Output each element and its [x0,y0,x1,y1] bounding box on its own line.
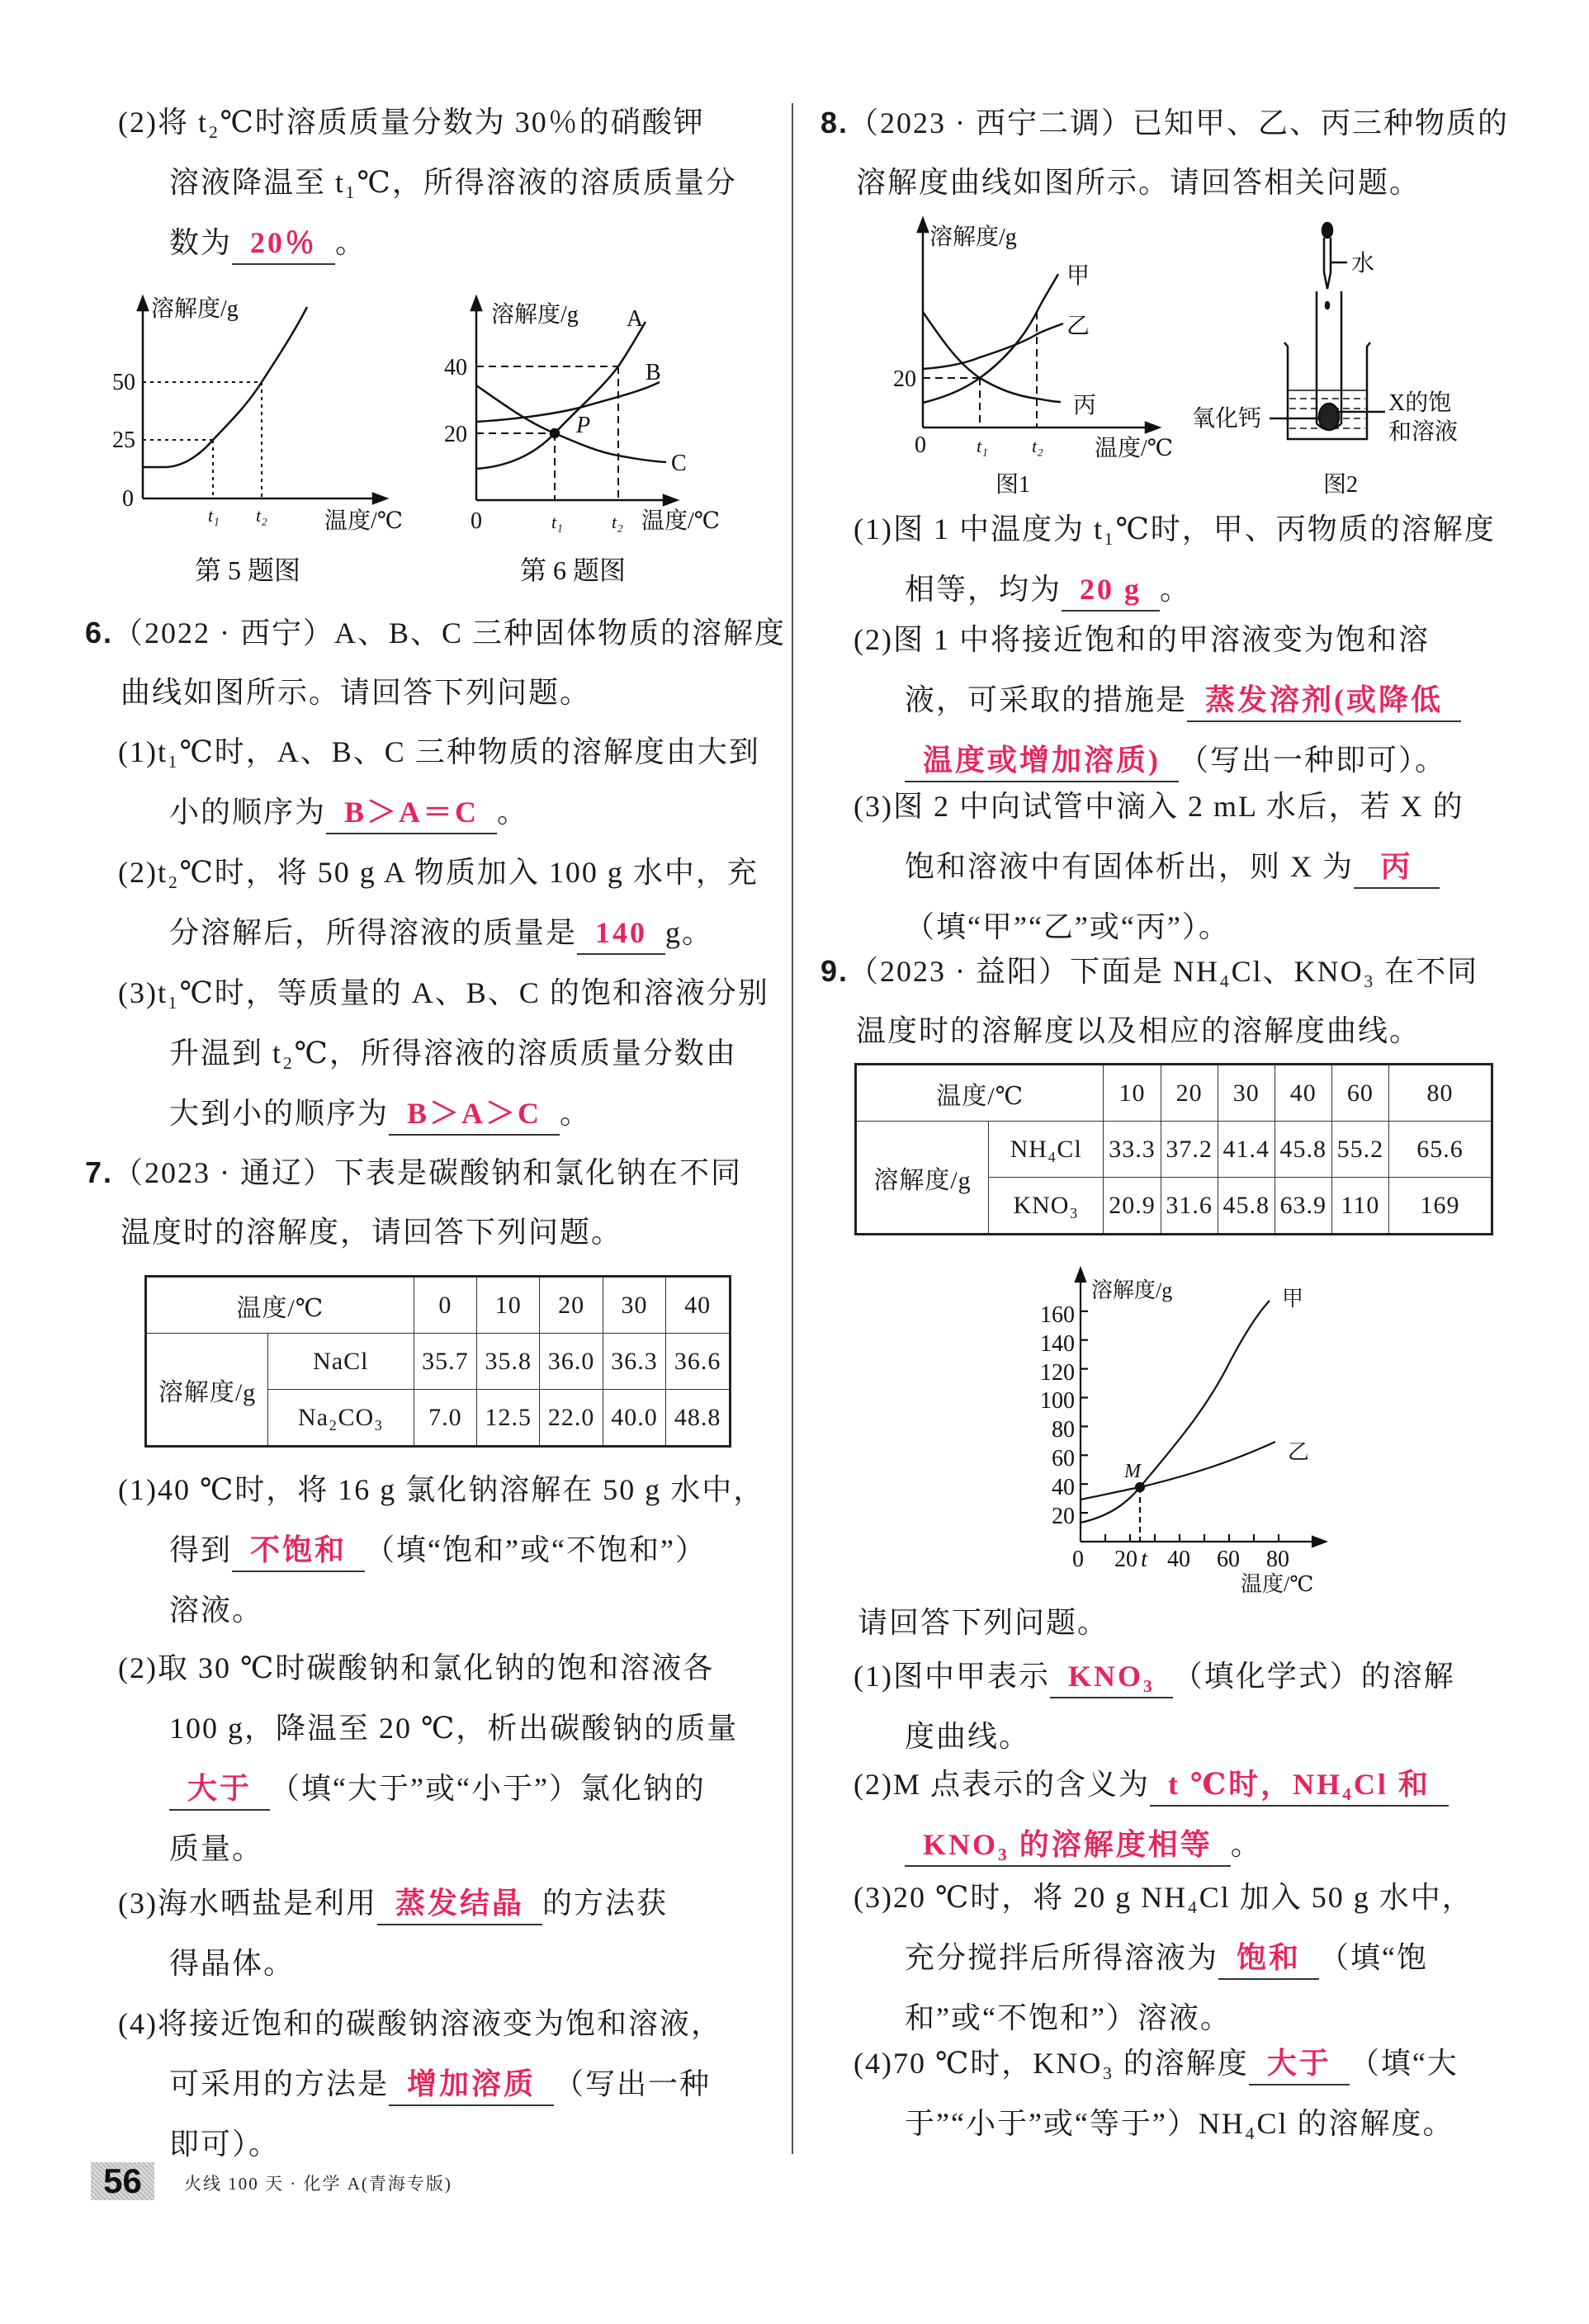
table-cell: 33.3 [1104,1122,1161,1178]
answer-blank: 增加溶质 [389,2063,554,2106]
text-segment: (2)M 点表示的含义为 [854,1768,1150,1801]
fig6-label-A: A [627,306,644,332]
text-segment: (3)图 2 中向试管中滴入 2 mL 水后，若 X 的 [854,790,1464,823]
text-segment: 小的顺序为 [169,796,327,829]
table-row [856,1065,1492,1122]
text-line [118,1873,668,1934]
text-segment: (2)取 30 ℃时碳酸钠和氯化钠的饱和溶液各 [118,1651,715,1684]
text-segment: (3)20 ℃时，将 20 g NH₄Cl 加入 50 g 水中， [854,1881,1473,1914]
fig9-ytick: 20 [1052,1504,1075,1529]
text-segment: 。 [1160,573,1192,606]
text-line [118,1580,764,1641]
fig2-water-label: 水 [1351,251,1375,276]
answer-blank: 20％ [232,222,335,265]
fig9-y-axis-label: 溶解度/g [1091,1278,1173,1302]
table-cell: 65.6 [1389,1122,1492,1178]
text-segment: 饱和溶液中有固体析出，则 X 为 [905,850,1354,883]
text-segment: 溶解度曲线如图所示。请回答相关问题。 [856,166,1421,199]
fig1-y-axis-label: 溶解度/g [929,224,1017,250]
table-header-cell: 10 [1104,1065,1161,1122]
fig9-ytick: 120 [1040,1360,1075,1386]
table-cell: 55.2 [1331,1122,1388,1178]
text-segment: (2)将 t₂℃时溶质质量分数为 30％的硝酸钾 [118,106,705,139]
text-segment: 即可）。 [169,2128,281,2161]
fig9-xtick: 80 [1266,1547,1289,1572]
answer-blank: 大于 [1249,2043,1350,2085]
text-segment: (3)海水晒盐是利用 [118,1887,377,1920]
fig6-label-C: C [671,451,687,476]
text-segment: （填“大于”或“小于”）氯化钠的 [270,1772,706,1805]
text-line [118,1023,769,1084]
text-line [858,1593,1109,1653]
text-segment: 大到小的顺序为 [169,1097,390,1130]
text-line [821,941,1478,1001]
table-cell-substance: NaCl [268,1334,414,1390]
question-7-part-2 [118,1638,738,1879]
text-line [854,1815,1449,1875]
table-cell: 36.3 [603,1334,665,1390]
text-segment: 温度时的溶解度以及相应的溶解度曲线。 [856,1014,1421,1047]
fig9-ytick: 40 [1052,1475,1075,1500]
question-number: 8. [821,106,849,139]
text-line [118,1819,738,1879]
text-line [85,1142,742,1202]
fig5-y-axis-label: 溶解度/g [151,296,239,322]
fig6-tick-40: 40 [444,355,467,380]
text-line [118,1994,722,2054]
text-segment: (1)图中甲表示 [854,1660,1050,1693]
text-line [854,670,1461,730]
fig9-ytick: 160 [1040,1302,1075,1328]
table-header-cell: 20 [1161,1065,1218,1122]
text-segment: 数为 [169,226,233,259]
text-segment: (2)t₂℃时，将 50 g A 物质加入 100 g 水中，充 [118,856,759,889]
text-segment: 。 [560,1097,592,1130]
question-6-part-1 [118,722,760,843]
fig5-tick-50: 50 [112,370,135,395]
question-9-part-2 [854,1755,1449,1875]
fig6-x-axis-label: 温度/℃ [641,508,721,534]
question-6 [85,602,786,723]
beaker-apparatus-icon [1270,223,1385,439]
answer-blank: 蒸发溶剂(或降低 [1187,679,1461,722]
fig9-label-M: M [1124,1461,1141,1482]
table-cell: 36.6 [666,1334,731,1390]
text-line [854,610,1461,670]
table-cell: 45.8 [1275,1122,1331,1178]
fig6-tick-20: 20 [444,422,467,447]
fig5-caption: 第 5 题图 [195,555,301,585]
text-segment: 。 [497,796,529,829]
text-segment: 100 g，降温至 20 ℃，析出碳酸钠的质量 [169,1712,739,1745]
table-row-label: 溶解度/g [146,1334,268,1447]
answer-blank: t ℃时，NH₄Cl 和 [1150,1764,1449,1807]
text-line [854,777,1464,837]
fig9-label-yi: 乙 [1288,1440,1310,1464]
question-9-part-1 [854,1646,1455,1767]
table-cell: 48.8 [666,1390,731,1447]
text-segment: (1)图 1 中温度为 t₁℃时，甲、丙物质的溶解度 [854,513,1496,546]
table-cell: 12.5 [477,1390,540,1447]
text-line [118,213,737,273]
text-segment: （填“大 [1349,2047,1459,2080]
text-segment: （写出一种即可）。 [1179,744,1447,777]
table-header-cell: 20 [540,1277,603,1334]
answer-blank: B＞A＞C [389,1093,560,1136]
fig6-label-B: B [646,360,661,385]
fig9-xtick: 40 [1167,1547,1190,1572]
fig1-t2: t₂ [1032,436,1043,456]
table-cell: 36.0 [540,1334,603,1390]
text-segment: (1)40 ℃时，将 16 g 氯化钠溶解在 50 g 水中， [118,1473,765,1506]
text-segment: 得晶体。 [169,1947,296,1980]
text-line [854,837,1464,897]
fig5-x-axis-label: 温度/℃ [324,508,404,534]
fig6-caption: 第 6 题图 [520,555,627,585]
fig6-t1: t₁ [551,512,563,532]
question-number: 7. [85,1155,114,1189]
question-6-part-3 [118,963,769,1144]
table-cell: 169 [1389,1178,1492,1235]
fig1-label-jia: 甲 [1066,263,1090,289]
fig1-tick-0: 0 [915,432,926,458]
text-segment: 。 [335,226,367,259]
text-line [854,2094,1459,2154]
question-8-part-3 [854,777,1464,957]
table-header-cell: 10 [477,1277,540,1334]
table-header-cell: 30 [603,1277,665,1334]
fig9-label-jia: 甲 [1282,1287,1304,1311]
text-line [821,1001,1478,1061]
text-line [85,602,786,663]
fig9-xtick: 20 [1114,1547,1137,1572]
table-row [146,1277,731,1334]
fig2-x-solution-label-1: X的饱 [1388,390,1452,416]
text-segment: （2022 · 西宁）A、B、C 三种固体物质的溶解度 [113,616,787,649]
answer-blank: 不饱和 [232,1529,365,1572]
text-segment: 充分搅拌后所得溶液为 [905,1941,1219,1974]
fig6-t2: t₂ [612,512,623,532]
text-segment: （填“甲”“乙”或“丙”）。 [905,910,1230,943]
fig9-xtick-t: t [1141,1547,1147,1572]
answer-blank: 蒸发结晶 [377,1882,542,1925]
fig9-ytick: 60 [1052,1446,1075,1471]
text-segment: （2023 · 通辽）下表是碳酸钠和氯化钠在不同 [113,1156,743,1189]
text-line [854,499,1496,560]
text-segment: （填“饱和”或“不饱和”） [365,1533,707,1566]
answer-blank: 20 g [1062,569,1160,612]
answer-blank: 丙 [1354,846,1440,889]
text-segment: 液，可采取的措施是 [905,683,1188,716]
table-cell: 45.8 [1218,1178,1275,1235]
text-line [118,722,760,782]
table-cell: 7.0 [414,1390,476,1447]
question-8 [821,92,1509,213]
table-header-label: 温度/℃ [856,1065,1104,1122]
text-segment: (2)图 1 中将接近饱和的甲溶液变为饱和溶 [854,623,1430,656]
text-line [118,963,769,1023]
text-segment: 。 [1230,1828,1262,1861]
column-divider [792,103,793,2154]
text-segment: 可采用的方法是 [169,2067,390,2100]
table-cell: 41.4 [1218,1122,1275,1178]
table-cell: 35.8 [477,1334,540,1390]
table-header-cell: 40 [1275,1065,1331,1122]
text-segment: (4)70 ℃时，KNO₃ 的溶解度 [854,2047,1249,2080]
fig1-t1: t₁ [977,436,988,456]
question-7-part-3 [118,1873,668,1994]
text-segment: 曲线如图所示。请回答下列问题。 [121,676,592,709]
answer-blank: 饱和 [1218,1937,1319,1980]
table-cell: 20.9 [1104,1178,1161,1235]
question-8-part-2 [854,610,1461,791]
question-9-part-4 [854,2034,1459,2154]
answer-blank: B＞A＝C [326,791,497,834]
fig2-calcium-oxide-label: 氧化钙 [1192,406,1262,432]
table-header-cell: 30 [1218,1065,1275,1122]
question-8-part-1 [854,499,1496,620]
fig1-caption: 图1 [995,472,1031,498]
answer-blank: KNO₃ 的溶解度相等 [905,1824,1231,1867]
text-segment: 于”“小于”或“等于”）NH₄Cl 的溶解度。 [905,2107,1454,2140]
text-line [85,663,786,723]
text-segment: 质量。 [169,1832,264,1865]
text-segment: g。 [665,916,714,949]
question-9 [821,941,1478,1061]
answer-blank: KNO₃ [1050,1656,1173,1698]
text-line [118,2114,722,2175]
text-segment: 得到 [169,1533,233,1566]
text-line [821,153,1509,213]
text-line [854,2034,1459,2094]
text-line [118,1934,668,1994]
text-segment: 的方法获 [542,1887,669,1920]
fig2-caption: 图2 [1323,472,1359,498]
table-row-label: 溶解度/g [856,1122,989,1235]
question-7-part-1 [118,1460,764,1641]
fig5-t1: t₁ [208,505,220,526]
book-title: 火线 100 天 · 化学 A(青海专版) [184,2174,452,2194]
text-line [118,1759,738,1819]
fig1-label-bing: 丙 [1073,393,1097,418]
text-line [821,92,1509,153]
text-segment: （写出一种 [554,2067,712,2100]
table-cell: 110 [1331,1178,1388,1235]
fig6-y-axis-label: 溶解度/g [491,302,579,328]
table-cell: 63.9 [1275,1178,1331,1235]
fig5-tick-0: 0 [122,486,134,512]
text-line [118,1638,738,1698]
table-header-cell: 80 [1389,1065,1492,1122]
text-segment: （2023 · 益阳）下面是 NH₄Cl、KNO₃ 在不同 [849,955,1479,988]
text-segment: 温度时的溶解度，请回答下列问题。 [121,1216,623,1249]
text-segment: 溶液降温至 t₁℃，所得溶液的溶质质量分 [169,166,737,199]
table-header-cell: 60 [1331,1065,1388,1122]
text-line [118,1698,738,1759]
answer-blank: 大于 [169,1768,270,1811]
question-5-part-2 [118,92,737,273]
table-cell: 22.0 [540,1390,603,1447]
text-line [118,92,737,153]
table-row [856,1122,1492,1178]
fig6-label-P: P [576,413,591,438]
text-segment: (3)t₁℃时，等质量的 A、B、C 的饱和溶液分别 [118,976,769,1009]
table-cell: 40.0 [603,1390,665,1447]
table-cell: 37.2 [1161,1122,1218,1178]
text-segment: （填“饱 [1319,1941,1429,1974]
table-cell-substance: NH₄Cl [989,1122,1104,1178]
question-9-prompt [858,1593,1109,1653]
answer-blank: 温度或增加溶质) [905,739,1179,782]
text-line [118,1520,764,1580]
text-line [854,1868,1473,1928]
fig9-ytick: 100 [1040,1388,1075,1414]
table-header-label: 温度/℃ [146,1277,414,1334]
question-9-part-3 [854,1868,1473,2048]
text-segment: 相等，均为 [905,573,1062,606]
text-line [854,1928,1473,1988]
table-cell-substance: KNO₃ [989,1178,1104,1235]
question-number: 9. [821,954,849,988]
text-line [118,843,759,903]
text-segment: 分溶解后，所得溶液的质量是 [169,916,578,949]
question-7-part-4 [118,1994,722,2175]
fig1-label-yi: 乙 [1066,314,1090,339]
fig1-x-axis-label: 温度/℃ [1095,436,1174,461]
fig5-tick-25: 25 [112,427,135,453]
text-segment: (4)将接近饱和的碳酸钠溶液变为饱和溶液， [118,2007,722,2040]
table-7-solubility [144,1275,731,1448]
text-segment: (1)t₁℃时，A、B、C 三种物质的溶解度由大到 [118,735,760,768]
table-header-cell: 0 [414,1277,476,1334]
answer-blank: 140 [577,912,665,955]
table-cell-substance: Na₂CO₃ [268,1390,414,1447]
text-line [118,2054,722,2114]
table-9-solubility [854,1063,1493,1235]
question-number: 6. [85,616,114,649]
text-segment: 请回答下列问题。 [858,1606,1109,1639]
fig1-tick-20: 20 [893,366,916,392]
question-6-part-2 [118,843,759,963]
table-row [146,1334,731,1390]
text-segment: 升温到 t₂℃，所得溶液的溶质质量分数由 [169,1037,737,1070]
fig9-ytick: 140 [1040,1331,1075,1357]
text-segment: 和”或“不饱和”）溶液。 [905,2001,1232,2034]
table-header-cell: 40 [666,1277,731,1334]
table-cell: 31.6 [1161,1178,1218,1235]
text-segment: （填化学式）的溶解 [1172,1660,1455,1693]
table-cell: 35.7 [414,1334,476,1390]
fig2-x-solution-label-2: 和溶液 [1388,419,1459,445]
page-number: 56 [91,2162,154,2200]
text-line [854,1646,1455,1707]
text-segment: 溶液。 [169,1594,264,1627]
fig9-xtick: 60 [1217,1547,1240,1572]
text-line [118,1460,764,1520]
fig6-tick-0: 0 [471,508,482,534]
fig9-x-axis-label: 温度/℃ [1241,1572,1314,1596]
text-line [118,782,760,843]
text-line [118,1084,769,1144]
text-segment: （2023 · 西宁二调）已知甲、乙、丙三种物质的 [849,106,1510,139]
question-7 [85,1142,742,1263]
text-line [85,1202,742,1263]
text-segment: 度曲线。 [905,1720,1031,1753]
fig5-t2: t₂ [256,505,267,526]
text-line [118,153,737,213]
fig9-xtick: 0 [1072,1547,1084,1572]
text-line [854,1755,1449,1815]
text-line [118,903,759,963]
fig9-ytick: 80 [1052,1417,1075,1443]
